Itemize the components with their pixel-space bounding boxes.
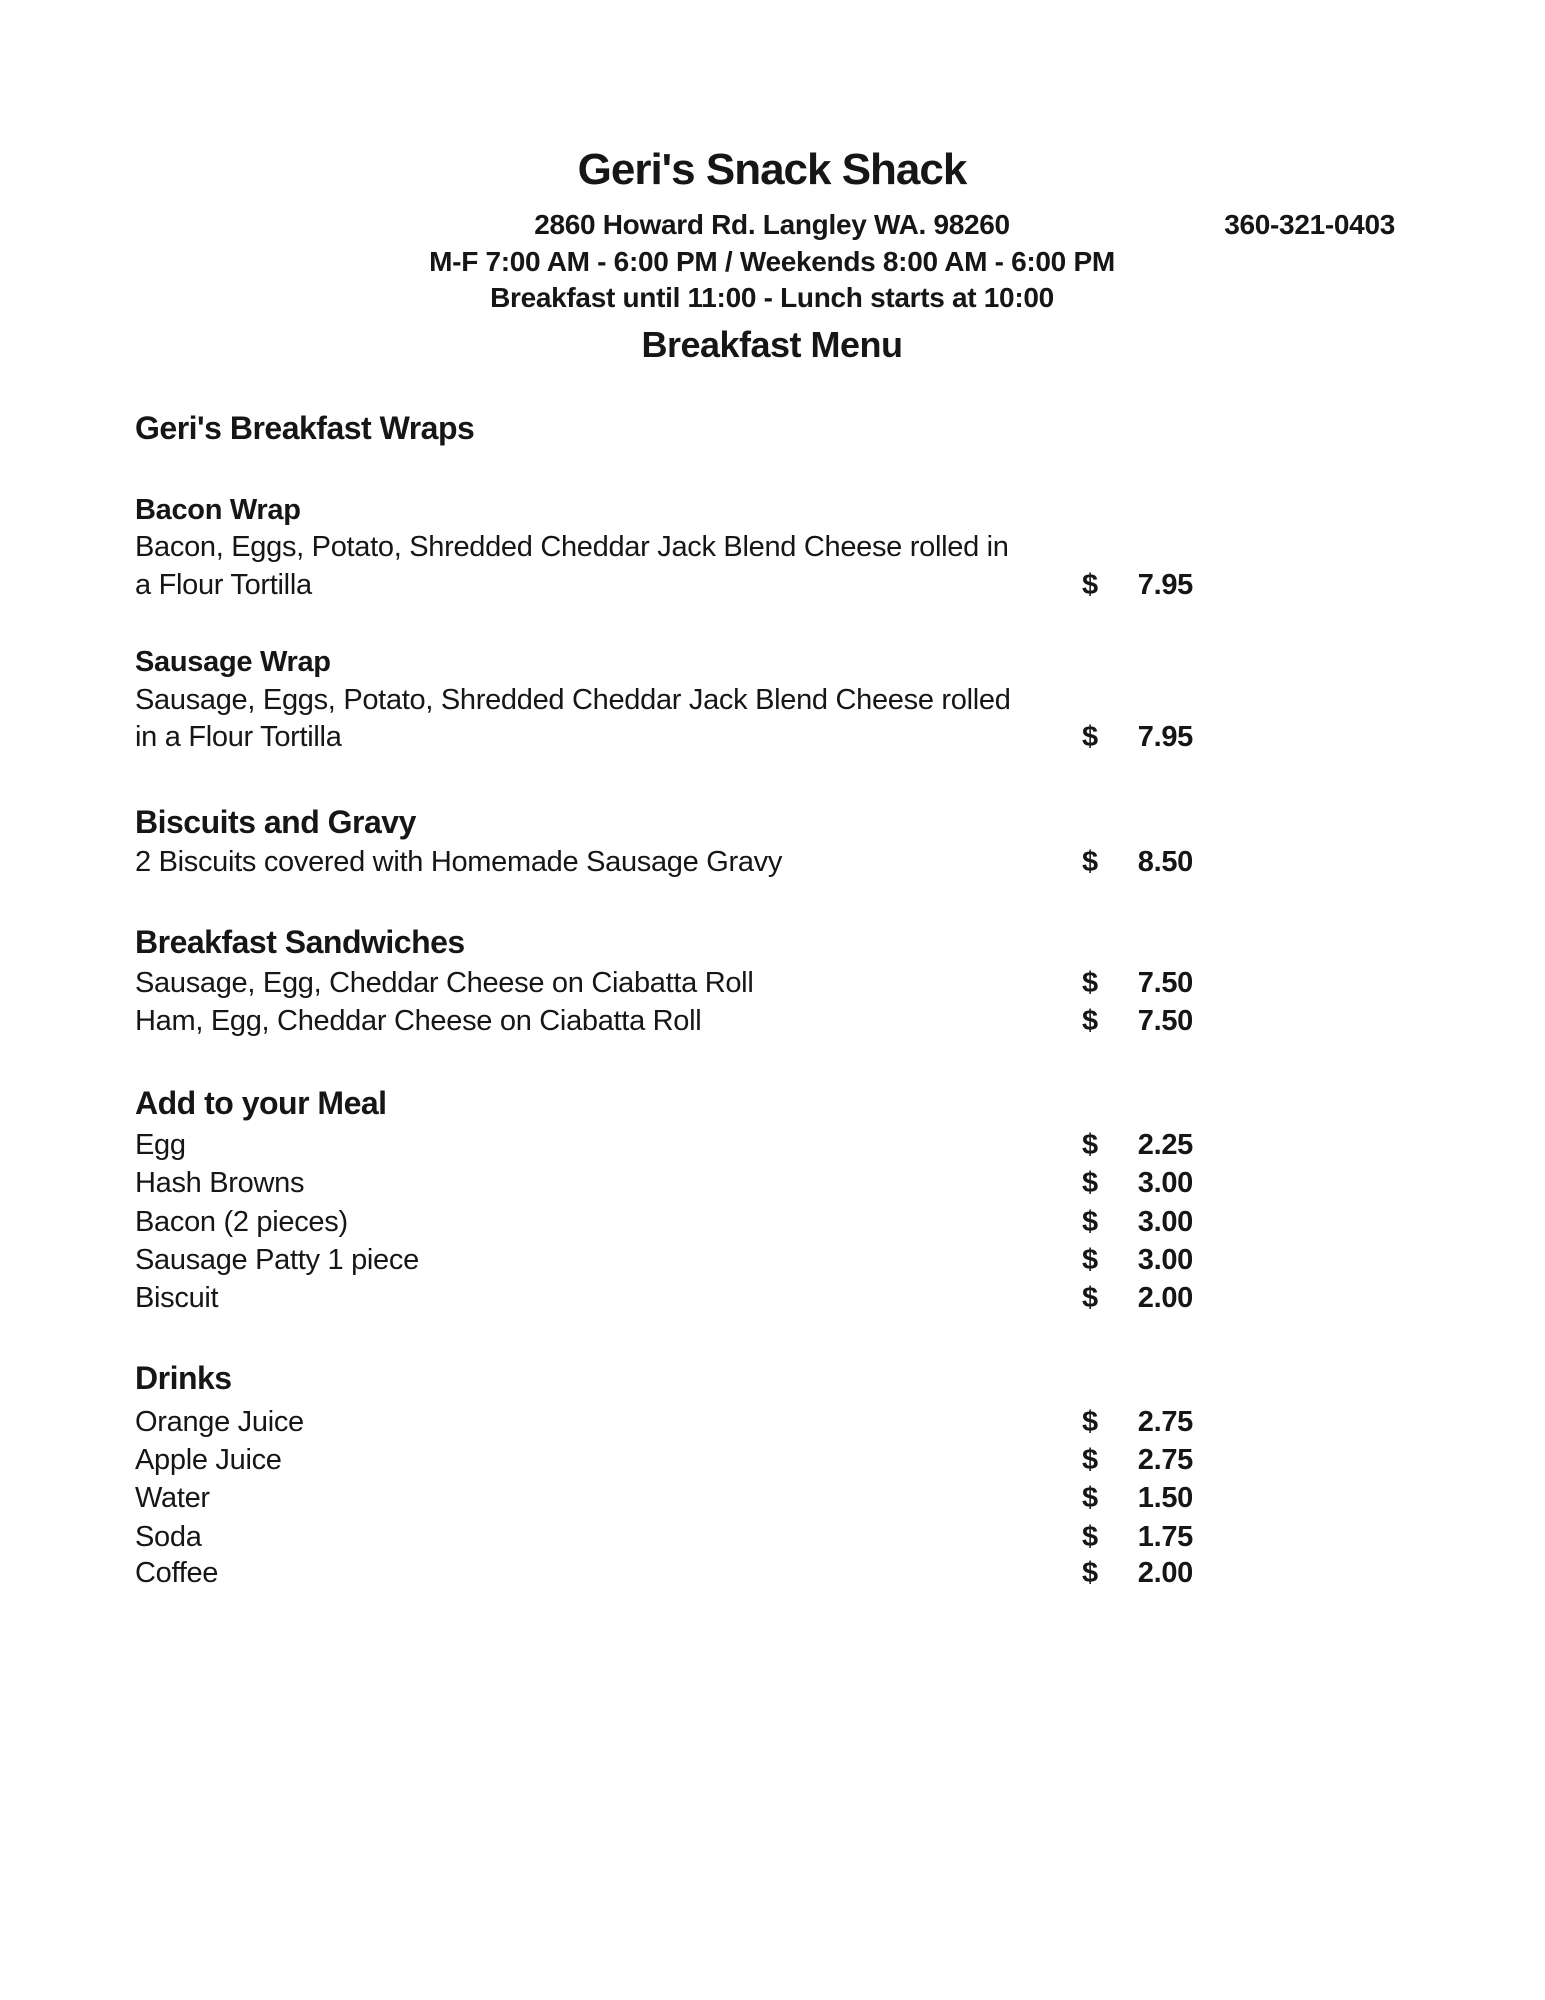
menu-item-line bbox=[135, 1554, 1409, 1592]
price-dollar-sign: $ bbox=[1082, 1557, 1098, 1589]
price-amount: 1.50 bbox=[1137, 1482, 1193, 1514]
price-dollar-sign: $ bbox=[1082, 569, 1098, 601]
menu-item-line bbox=[135, 1203, 1409, 1241]
price-amount: 2.75 bbox=[1137, 1444, 1193, 1476]
menu-item-description: Sausage, Eggs, Potato, Shredded Cheddar Jack Blend Cheese rolled bbox=[135, 684, 1011, 716]
price-amount: 7.95 bbox=[1137, 721, 1193, 753]
section-heading-breakfast-wraps: Geri's Breakfast Wraps bbox=[135, 410, 475, 446]
price-amount: 7.50 bbox=[1137, 1005, 1193, 1037]
price-dollar-sign: $ bbox=[1082, 1482, 1098, 1514]
price-dollar-sign: $ bbox=[1082, 1129, 1098, 1161]
price-dollar-sign: $ bbox=[1082, 967, 1098, 999]
menu-item-description: Soda bbox=[135, 1521, 202, 1553]
menu-item-description: Bacon (2 pieces) bbox=[135, 1206, 348, 1238]
price-amount: 3.00 bbox=[1137, 1167, 1193, 1199]
service-note: Breakfast until 11:00 - Lunch starts at 10:00 bbox=[490, 282, 1054, 313]
section-heading-breakfast-sandwiches: Breakfast Sandwiches bbox=[135, 924, 465, 960]
section-heading-biscuits-and-gravy: Biscuits and Gravy bbox=[135, 804, 416, 840]
menu-item-line bbox=[135, 1126, 1409, 1164]
menu-item-line bbox=[135, 566, 1409, 604]
menu-item-description: Orange Juice bbox=[135, 1406, 304, 1438]
menu-item-name: Bacon Wrap bbox=[135, 494, 301, 526]
price-dollar-sign: $ bbox=[1082, 721, 1098, 753]
price-dollar-sign: $ bbox=[1082, 1244, 1098, 1276]
menu-item-description: in a Flour Tortilla bbox=[135, 721, 342, 753]
menu-item-line bbox=[135, 1518, 1409, 1556]
menu-item-line bbox=[135, 1164, 1409, 1202]
address: 2860 Howard Rd. Langley WA. 98260 bbox=[534, 209, 1010, 240]
menu-item-description: Coffee bbox=[135, 1557, 219, 1589]
price-amount: 7.50 bbox=[1137, 967, 1193, 999]
menu-item-description: Apple Juice bbox=[135, 1444, 282, 1476]
menu-item-description: Water bbox=[135, 1482, 210, 1514]
restaurant-name: Geri's Snack Shack bbox=[577, 145, 967, 194]
price-dollar-sign: $ bbox=[1082, 1282, 1098, 1314]
price-amount: 2.25 bbox=[1137, 1129, 1193, 1161]
menu-item-description: Hash Browns bbox=[135, 1167, 305, 1199]
menu-item-line bbox=[135, 843, 1409, 881]
price-dollar-sign: $ bbox=[1082, 1406, 1098, 1438]
price-dollar-sign: $ bbox=[1082, 1167, 1098, 1199]
menu-item-description: Sausage Patty 1 piece bbox=[135, 1244, 419, 1276]
menu-item-line bbox=[135, 1441, 1409, 1479]
menu-item-line bbox=[135, 1241, 1409, 1279]
phone-number: 360-321-0403 bbox=[1224, 209, 1395, 240]
menu-item-description: Biscuit bbox=[135, 1282, 219, 1314]
menu-item-name: Sausage Wrap bbox=[135, 646, 331, 678]
price-dollar-sign: $ bbox=[1082, 1521, 1098, 1553]
menu-item-line bbox=[135, 1403, 1409, 1441]
price-amount: 8.50 bbox=[1137, 846, 1193, 878]
menu-item-description: a Flour Tortilla bbox=[135, 569, 312, 601]
price-dollar-sign: $ bbox=[1082, 1444, 1098, 1476]
price-amount: 3.00 bbox=[1137, 1244, 1193, 1276]
hours: M-F 7:00 AM - 6:00 PM / Weekends 8:00 AM - 6:00 PM bbox=[429, 246, 1115, 277]
price-amount: 1.75 bbox=[1137, 1521, 1193, 1553]
price-amount: 2.75 bbox=[1137, 1406, 1193, 1438]
menu-item-line bbox=[135, 1479, 1409, 1517]
price-amount: 3.00 bbox=[1137, 1206, 1193, 1238]
section-heading-add-to-your-meal: Add to your Meal bbox=[135, 1085, 387, 1121]
price-dollar-sign: $ bbox=[1082, 846, 1098, 878]
section-heading-drinks: Drinks bbox=[135, 1360, 232, 1396]
price-amount: 2.00 bbox=[1137, 1557, 1193, 1589]
menu-item-description: Egg bbox=[135, 1129, 186, 1161]
menu-item-line bbox=[135, 718, 1409, 756]
menu-item-line bbox=[135, 1279, 1409, 1317]
price-amount: 2.00 bbox=[1137, 1282, 1193, 1314]
menu-item-line bbox=[135, 1002, 1409, 1040]
price-dollar-sign: $ bbox=[1082, 1005, 1098, 1037]
menu-item-description: 2 Biscuits covered with Homemade Sausage Gravy bbox=[135, 846, 783, 878]
price-dollar-sign: $ bbox=[1082, 1206, 1098, 1238]
menu-item-description: Ham, Egg, Cheddar Cheese on Ciabatta Roll bbox=[135, 1005, 702, 1037]
menu-item-line bbox=[135, 964, 1409, 1002]
menu-item-description: Sausage, Egg, Cheddar Cheese on Ciabatta Roll bbox=[135, 967, 754, 999]
price-amount: 7.95 bbox=[1137, 569, 1193, 601]
menu-title: Breakfast Menu bbox=[641, 324, 903, 365]
menu-item-description: Bacon, Eggs, Potato, Shredded Cheddar Jack Blend Cheese rolled in bbox=[135, 531, 1009, 563]
